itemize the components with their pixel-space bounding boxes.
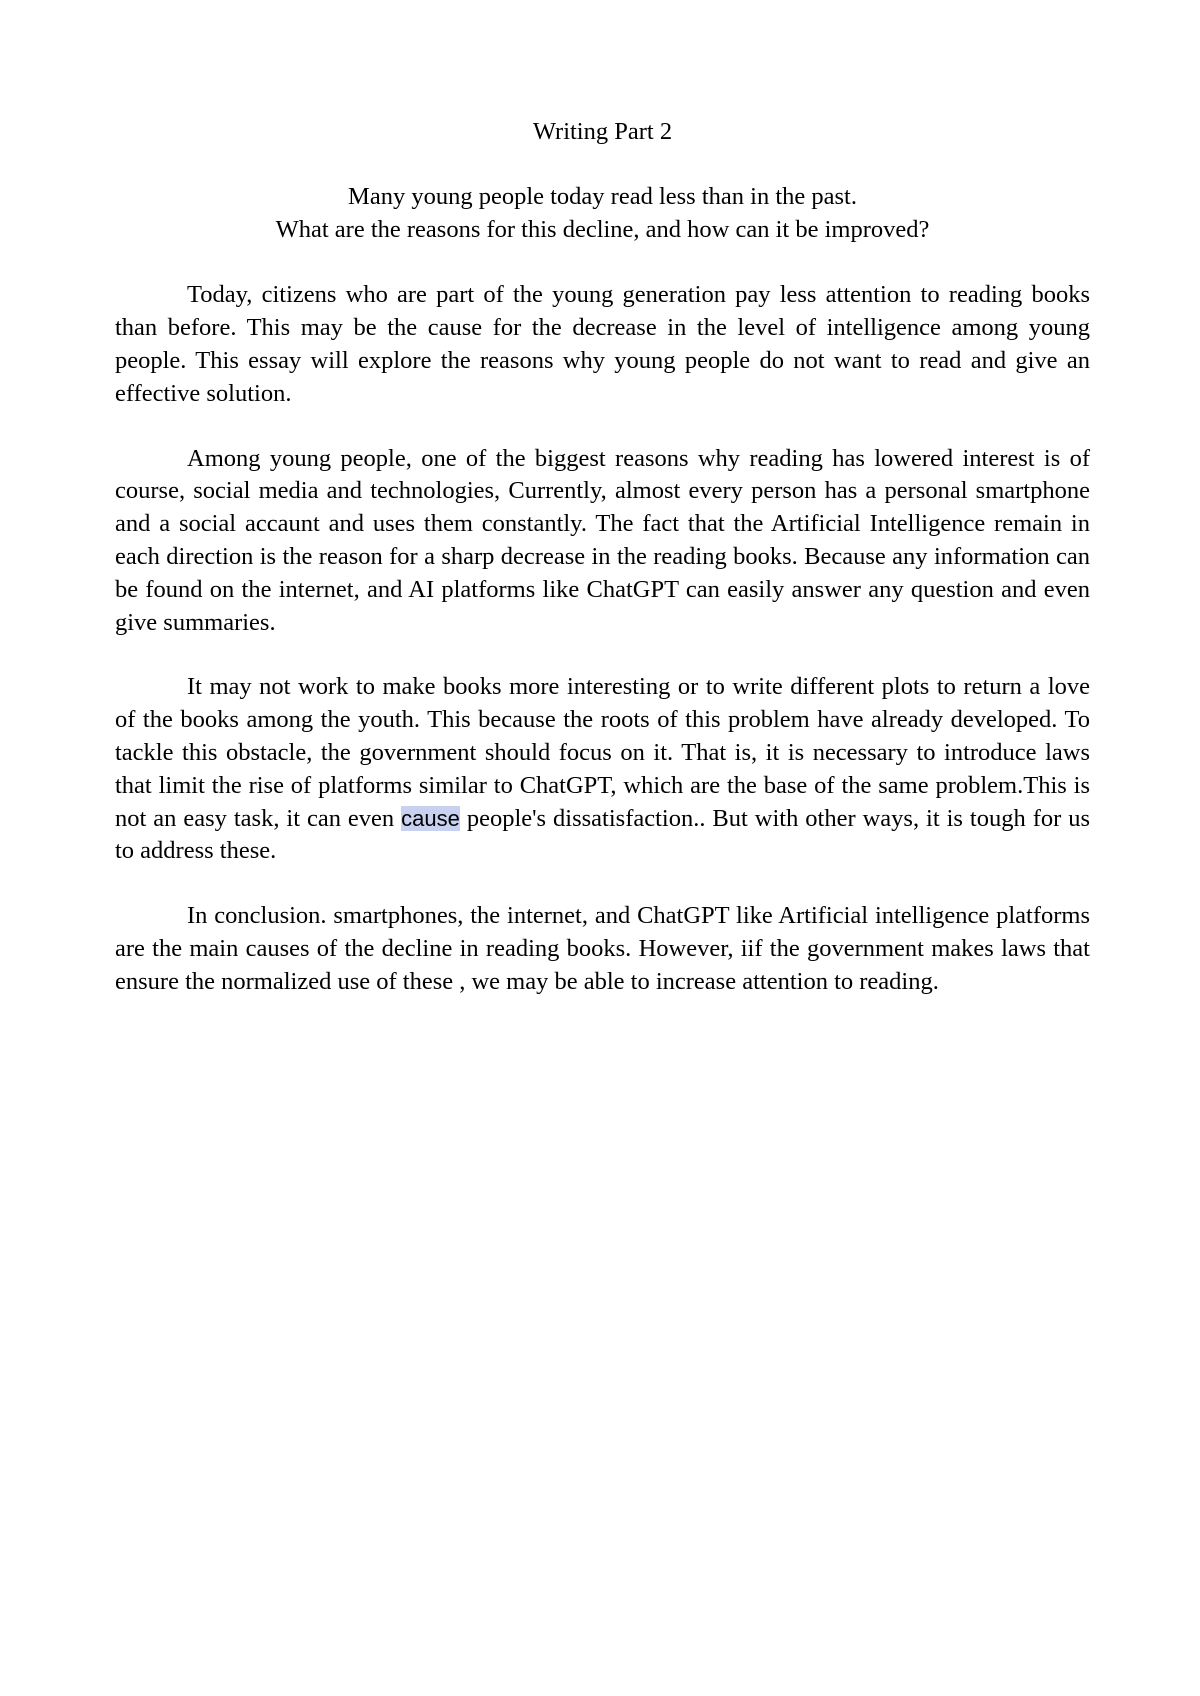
document-title: Writing Part 2 <box>532 118 673 145</box>
essay-paragraph-reasons: Among young people, one of the biggest reasons why reading has lowered interest is of course, social media and technologies, Currently, almost every person has a personal smartphone and a social accaunt and uses them constantly. The fact that the Artificial Intelligence remain in each direction is the reason for a sharp decrease in the reading books. Because any information can be found on the internet, and AI platforms like ChatGPT can easily answer any question and even give summaries. <box>115 444 1090 636</box>
prompt-line-2: What are the reasons for this decline, and how can it be improved? <box>275 215 930 243</box>
document-body <box>115 116 1090 999</box>
essay-prompt <box>115 181 1090 247</box>
selected-word-highlight[interactable]: cause <box>401 805 460 831</box>
essay-paragraph-conclusion: In conclusion. smartphones, the internet, and ChatGPT like Artificial intelligence platforms are the main causes of the decline in reading books. However, iif the government makes laws that ensure the normalized use of these , we may be able to increase attention to reading. <box>115 902 1090 995</box>
essay-paragraph-solution <box>115 671 1090 868</box>
solution-text-after-selection: people's dissatisfaction.. But with other ways, it is tough for us to address these. <box>115 804 1091 865</box>
solution-text-before-selection: It may not work to make books more interesting or to write different plots to return a love of the books among the youth. This because the roots of this problem have already developed. To tackle this obstacle, the government should focus on it. That is, it is necessary to introduce laws that limit the rise of platforms similar to ChatGPT, which are the base of the same problem.This is not an easy task, it can even <box>115 673 1090 832</box>
prompt-line-1: Many young people today read less than in the past. <box>348 182 857 210</box>
essay-paragraph-introduction: Today, citizens who are part of the young generation pay less attention to reading books than before. This may be the cause for the decrease in the level of intelligence among young people. This essay will explore the reasons why young people do not want to read and give an effective solution. <box>115 281 1090 407</box>
